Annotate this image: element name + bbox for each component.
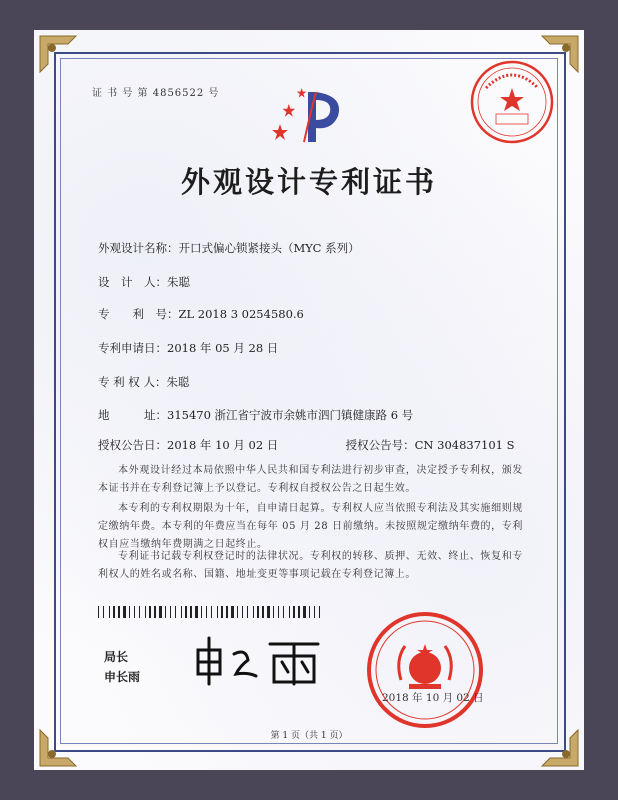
barcode-bar	[190, 606, 192, 618]
barcode-bar	[98, 606, 99, 618]
barcode	[98, 603, 320, 615]
barcode-bar	[262, 606, 264, 618]
barcode-bar	[118, 606, 120, 618]
barcode-bar	[217, 606, 218, 618]
barcode-bar	[231, 606, 234, 618]
corner-ornament-icon	[38, 34, 78, 74]
barcode-bar	[113, 606, 115, 618]
barcode-bar	[129, 606, 130, 618]
barcode-bar	[293, 606, 295, 618]
field-label: 授权公告日：	[98, 438, 167, 452]
field-value: 开口式偏心锁紧接头（MYC 系列）	[178, 241, 360, 255]
patent-office-logo-icon	[268, 86, 348, 146]
field-label: 地 址：	[98, 408, 167, 422]
barcode-bar	[278, 606, 279, 618]
barcode-bar	[195, 606, 198, 618]
field-label: 专 利 号：	[98, 307, 179, 321]
barcode-bar	[149, 606, 151, 618]
certificate-number: 证 书 号 第 4856522 号	[92, 88, 220, 99]
field-grant	[98, 437, 515, 453]
barcode-bar	[273, 606, 274, 618]
handwritten-signature	[190, 630, 330, 690]
field-value: 朱聪	[167, 275, 190, 289]
barcode-bar	[123, 606, 126, 618]
barcode-bar	[206, 606, 207, 618]
paragraph: 本专利的专利权期限为十年，自申请日起算。专利权人应当依照专利法及其实施细则规定缴纳年费。本专利的年费应当在每年 05 月 28 日前缴纳。未按照规定缴纳年费的，专利权自应当缴纳年费期满之日起终止。	[98, 503, 523, 550]
barcode-bar	[211, 606, 212, 618]
paragraph: 专利证书记载专利权登记时的法律状况。专利权的转移、质押、无效、终止、恢复和专利权人的姓名或名称、国籍、地址变更等事项记载在专利登记簿上。	[98, 551, 523, 580]
barcode-bar	[226, 606, 228, 618]
barcode-bar	[314, 606, 315, 618]
barcode-bar	[298, 606, 300, 618]
field-designer	[98, 274, 190, 290]
paragraph: 本外观设计经过本局依照中华人民共和国专利法进行初步审查，决定授予专利权，颁发本证书并在专利登记簿上予以登记。专利权自授权公告之日起生效。	[98, 465, 523, 494]
barcode-bar	[289, 606, 290, 618]
field-design-name	[98, 240, 360, 256]
field-value: 315470 浙江省宁波市余姚市泗门镇健康路 6 号	[167, 408, 414, 422]
barcode-bar	[134, 606, 135, 618]
barcode-bar	[247, 606, 248, 618]
barcode-bar	[165, 606, 166, 618]
barcode-bar	[201, 606, 202, 618]
field-address	[98, 407, 413, 423]
page-title: 外观设计专利证书	[180, 165, 437, 199]
barcode-bar	[242, 606, 243, 618]
barcode-bar	[221, 606, 223, 618]
field-label: 专利申请日：	[98, 341, 167, 355]
barcode-bar	[237, 606, 238, 618]
barcode-bar	[145, 606, 146, 618]
barcode-bar	[139, 606, 140, 618]
barcode-bar	[103, 606, 104, 618]
barcode-bar	[181, 606, 182, 618]
grant-number: 授权公告号：CN 304837101 S	[345, 438, 515, 452]
page-number: 第 1 页（共 1 页）	[270, 731, 348, 741]
field-patent-number	[98, 306, 304, 322]
barcode-bar	[309, 606, 310, 618]
barcode-bar	[257, 606, 259, 618]
barcode-bar	[185, 606, 187, 618]
field-patentee	[98, 374, 189, 390]
field-application-date	[98, 340, 278, 356]
barcode-bar	[319, 606, 320, 618]
agency-seal-stamp	[468, 58, 556, 146]
stamp-date: 2018 年 10 月 02 日	[382, 692, 484, 704]
grant-date-value: 2018 年 10 月 02 日	[167, 438, 279, 452]
field-label: 外观设计名称：	[98, 241, 179, 255]
barcode-bar	[159, 606, 162, 618]
barcode-bar	[267, 606, 270, 618]
barcode-bar	[283, 606, 284, 618]
barcode-bar	[303, 606, 306, 618]
signatory-title: 局长	[104, 650, 129, 664]
field-value: ZL 2018 3 0254580.6	[178, 307, 304, 321]
field-value: 2018 年 05 月 28 日	[167, 341, 279, 355]
barcode-bar	[253, 606, 254, 618]
signatory-name: 申长雨	[104, 670, 141, 684]
barcode-bar	[175, 606, 176, 618]
barcode-bar	[154, 606, 156, 618]
official-seal-stamp	[365, 610, 485, 730]
field-value: 朱聪	[166, 375, 190, 389]
field-label: 设 计 人：	[98, 275, 167, 289]
barcode-bar	[170, 606, 171, 618]
field-label: 专 利 权 人：	[98, 375, 167, 389]
barcode-bar	[109, 606, 110, 618]
